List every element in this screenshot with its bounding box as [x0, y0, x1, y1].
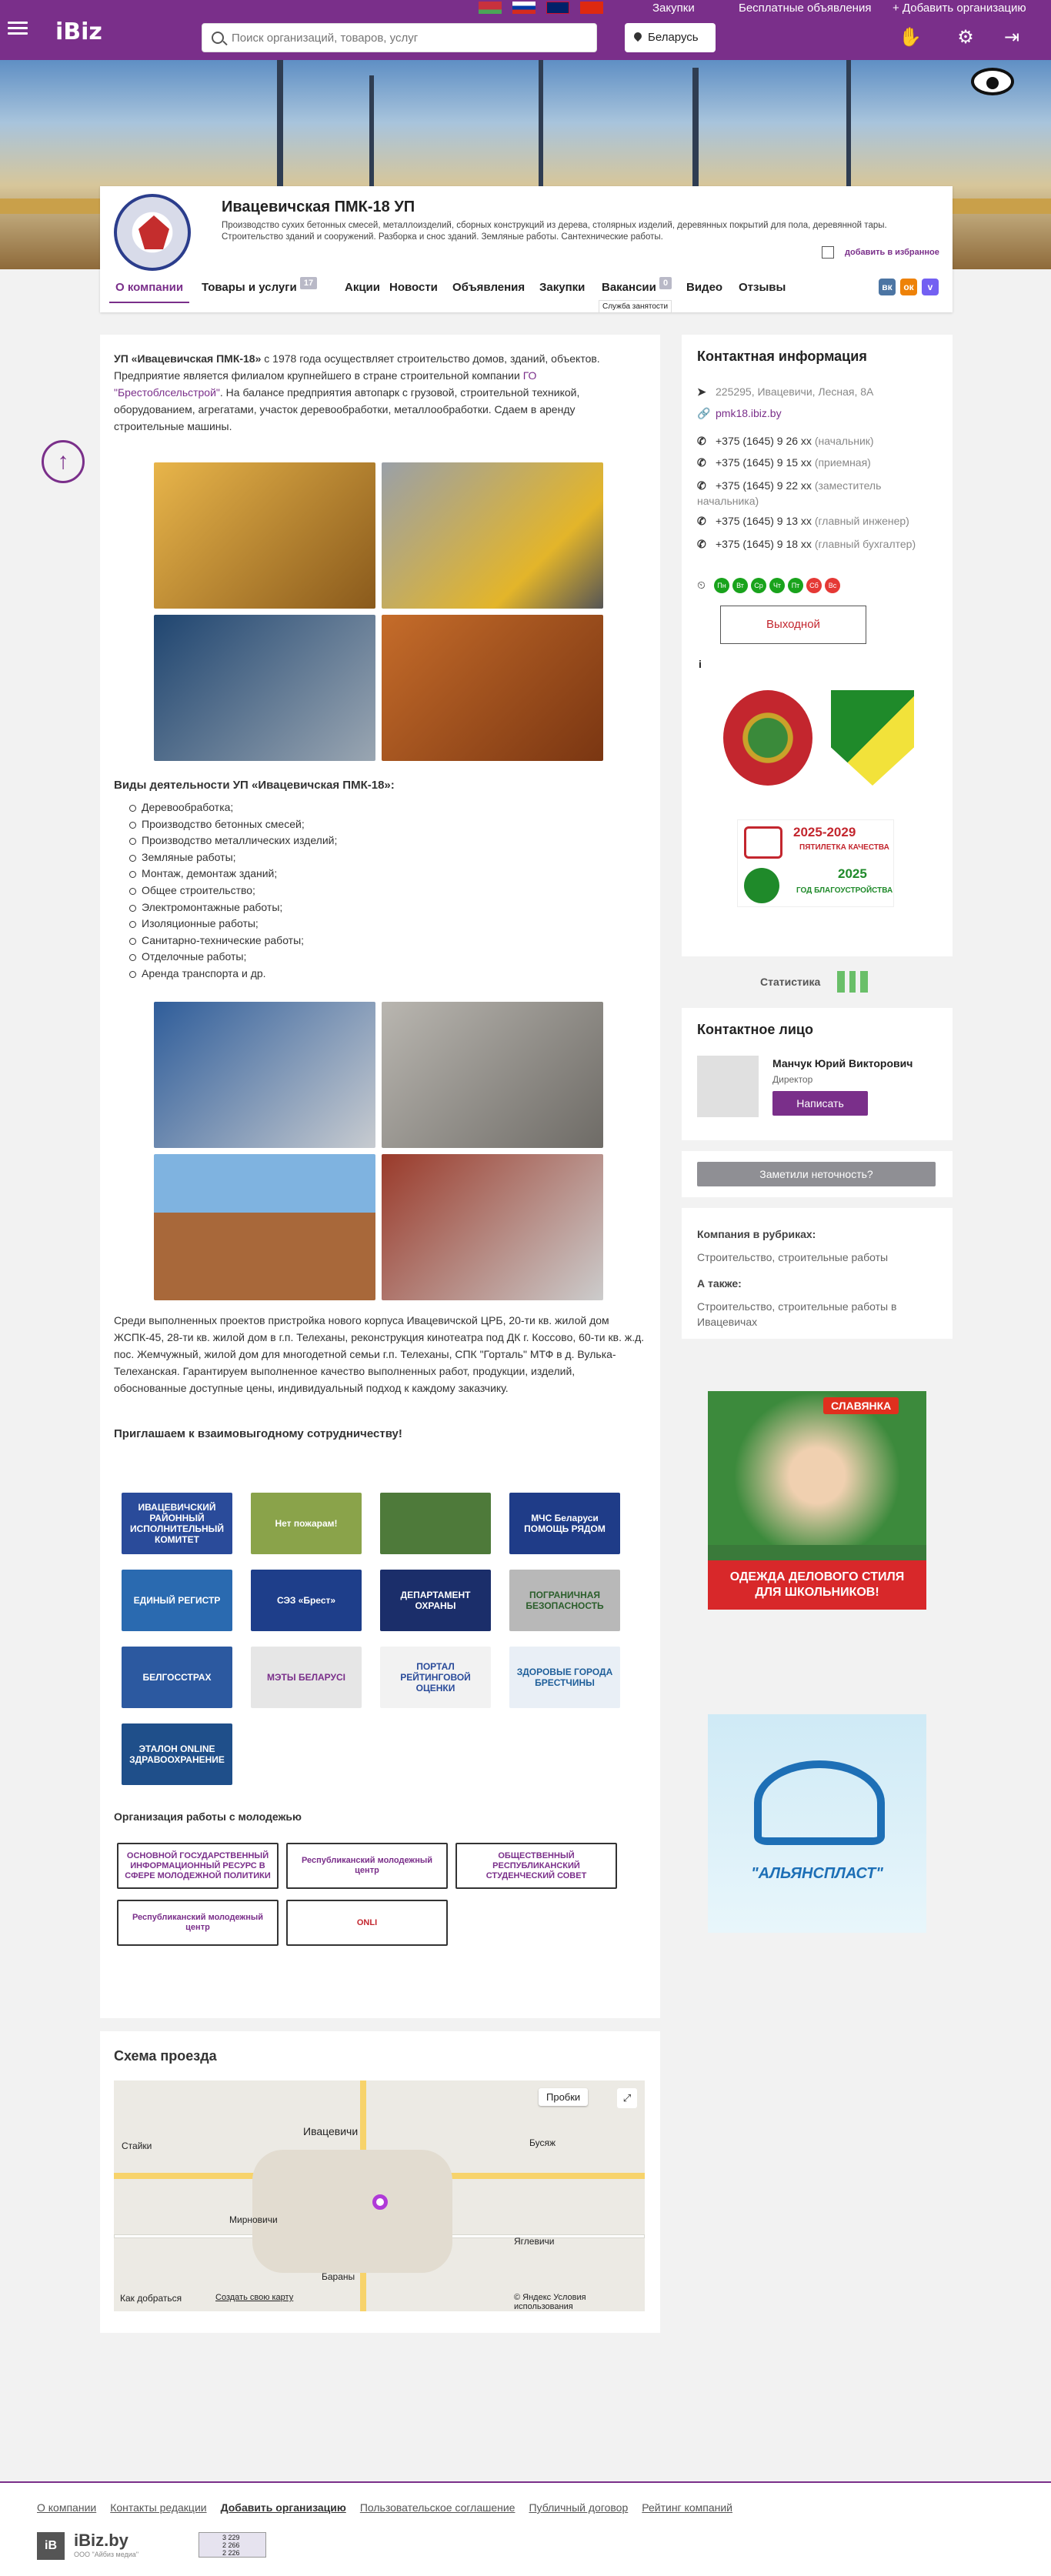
pin-icon — [632, 31, 643, 42]
info-icon: i — [699, 658, 702, 670]
checkbox-icon[interactable] — [822, 246, 834, 259]
photo-grid-2 — [154, 1002, 606, 1303]
report-error-button[interactable]: Заметили неточность? — [697, 1162, 936, 1186]
ad-slavyanka[interactable] — [708, 1391, 926, 1610]
also-title: А также: — [697, 1277, 742, 1290]
footer-brand: iBiz.by — [74, 2531, 128, 2550]
directions-section — [100, 2031, 660, 2333]
handshake-icon[interactable]: ✋ — [899, 27, 922, 48]
photo-plumbing — [154, 1002, 375, 1148]
person-name: Манчук Юрий Викторович — [772, 1057, 913, 1069]
add-org-link[interactable]: + Добавить организацию — [893, 2, 1026, 15]
partner-logo[interactable]: ЕДИНЫЙ РЕГИСТР — [122, 1570, 232, 1631]
belarus-emblem — [723, 690, 812, 786]
tab-about[interactable]: О компании — [109, 272, 189, 303]
day-badge: Сб — [806, 578, 822, 593]
phone-row[interactable]: ✆ +375 (1645) 9 22 хх (заместитель начальника) — [697, 479, 882, 507]
rubric-link[interactable]: Строительство, строительные работы в Ивацевичах — [697, 1300, 897, 1328]
youth-logo[interactable]: Республиканский молодежный центр — [286, 1843, 448, 1889]
error-card — [682, 1151, 953, 1197]
rubric-link[interactable]: Строительство, строительные работы — [697, 1251, 889, 1263]
partner-logo[interactable]: СЭЗ «Брест» — [251, 1570, 362, 1631]
ad-text: ОДЕЖДА ДЕЛОВОГО СТИЛЯ ДЛЯ ШКОЛЬНИКОВ! — [708, 1560, 926, 1610]
avatar — [697, 1056, 759, 1117]
purchases-link[interactable]: Закупки — [652, 2, 695, 15]
map-label: Ивацевичи — [303, 2125, 359, 2137]
list-item: Деревообработка; — [129, 799, 337, 816]
contact-title: Контактная информация — [697, 349, 867, 364]
map-town-area — [252, 2150, 452, 2273]
map-copyright: © Яндекс Условия использования — [514, 2293, 586, 2311]
link-icon: 🔗 — [697, 407, 711, 419]
list-item: Санитарно-технические работы; — [129, 933, 337, 949]
activities-list — [129, 799, 337, 983]
list-item: Производство металлических изделий; — [129, 833, 337, 849]
ad-brand: "АЛЬЯНСПЛАСТ" — [751, 1865, 883, 1882]
quality-badges: 2025-2029 ПЯТИЛЕТКА КАЧЕСТВА 2025 ГОД БЛАГОУСТРОЙСТВА — [737, 819, 894, 907]
list-item: Производство бетонных смесей; — [129, 816, 337, 833]
partner-logo[interactable]: ПОГРАНИЧНАЯ БЕЗОПАСНОСТЬ — [509, 1570, 620, 1631]
footer-link[interactable]: Контакты редакции — [110, 2501, 207, 2514]
partner-logo[interactable]: ИВАЦЕВИЧСКИЙ РАЙОННЫЙ ИСПОЛНИТЕЛЬНЫЙ КОМИТЕТ — [122, 1493, 232, 1554]
tab-vacancies[interactable]: Вакансии 0 — [602, 272, 672, 303]
region-select[interactable] — [625, 23, 716, 52]
rubrics-title: Компания в рубриках: — [697, 1228, 816, 1240]
phone-row[interactable]: ✆ +375 (1645) 9 15 хх (приемная) — [697, 456, 871, 469]
write-button[interactable]: Написать — [772, 1091, 868, 1116]
day-badge: Пт — [788, 578, 803, 593]
photo-grid-1 — [154, 462, 606, 764]
day-badge: Вс — [825, 578, 840, 593]
ads-link[interactable]: Бесплатные объявления — [739, 2, 872, 15]
work-days — [697, 578, 843, 593]
phone-row[interactable]: ✆ +375 (1645) 9 18 хх (главный бухгалтер) — [697, 538, 916, 550]
tab-products[interactable]: Товары и услуги 17 — [202, 272, 317, 303]
ad-photo — [708, 1391, 926, 1545]
activities-title: Виды деятельности УП «Ивацевичская ПМК-18»: — [114, 779, 395, 792]
map-label: Яглевичи — [514, 2236, 555, 2247]
visit-counter[interactable]: 3 229 2 266 2 226 — [199, 2532, 266, 2558]
youth-title: Организация работы с молодежью — [114, 1810, 302, 1823]
scroll-up-button[interactable]: ↑ — [42, 440, 85, 483]
youth-logo[interactable]: ОСНОВНОЙ ГОСУДАРСТВЕННЫЙ ИНФОРМАЦИОННЫЙ РЕСУРС В СФЕРЕ МОЛОДЕЖНОЙ ПОЛИТИКИ — [117, 1843, 279, 1889]
add-to-favorites[interactable] — [822, 246, 939, 259]
footer-link[interactable]: Пользовательское соглашение — [359, 2501, 515, 2514]
ad-alyansplast[interactable] — [708, 1714, 926, 1933]
search-icon — [212, 32, 224, 44]
tab-news[interactable]: Новости — [389, 281, 438, 294]
partner-logo[interactable] — [380, 1493, 491, 1554]
company-card — [100, 186, 953, 312]
contact-person-title: Контактное лицо — [697, 1022, 813, 1037]
rubrics-card — [682, 1208, 953, 1339]
day-off-tooltip: Выходной — [720, 606, 866, 644]
tab-ads[interactable]: Объявления — [452, 281, 526, 294]
company-title: Ивацевичская ПМК-18 УП — [222, 199, 415, 215]
partner-logo[interactable]: ЭТАЛОН ONLINE ЗДРАВООХРАНЕНИЕ — [122, 1723, 232, 1785]
phone-icon: ✆ — [697, 538, 706, 550]
youth-logo[interactable]: Республиканский молодежный центр — [117, 1900, 279, 1946]
flag-en-icon[interactable] — [546, 2, 569, 14]
partner-logo[interactable]: ПОРТАЛ РЕЙТИНГОВОЙ ОЦЕНКИ — [380, 1647, 491, 1708]
partner-logo[interactable]: ЗДОРОВЫЕ ГОРОДА БРЕСТЧИНЫ — [509, 1647, 620, 1708]
map-marker-icon[interactable] — [372, 2194, 388, 2210]
login-icon[interactable]: ⇥ — [1003, 27, 1020, 48]
flag-ru-icon[interactable] — [512, 2, 536, 14]
footer-link[interactable]: О компании — [37, 2501, 97, 2514]
address: ➤ 225295, Ивацевичи, Лесная, 8А — [697, 385, 874, 398]
footer-link[interactable]: Рейтинг компаний — [642, 2501, 732, 2514]
website-link[interactable]: 🔗 pmk18.ibiz.by — [697, 407, 782, 419]
youth-logo[interactable]: ONLI — [286, 1900, 448, 1946]
accessibility-eye-icon[interactable] — [971, 68, 1014, 95]
list-item: Аренда транспорта и др. — [129, 966, 337, 983]
flag-by-icon[interactable] — [479, 2, 502, 14]
favorite-label: добавить в избранное — [845, 247, 939, 257]
traffic-button[interactable]: Пробки — [539, 2088, 588, 2106]
list-item: Монтаж, демонтаж зданий; — [129, 866, 337, 883]
statistics-chart-icon[interactable] — [837, 971, 868, 993]
district-coat-of-arms — [831, 690, 914, 786]
leaf-icon — [744, 868, 779, 903]
footer-link[interactable]: Публичный договор — [529, 2501, 629, 2514]
menu-icon[interactable] — [8, 22, 28, 35]
quality-icon — [744, 826, 782, 859]
list-item: Отделочные работы; — [129, 949, 337, 966]
top-bar — [0, 0, 1051, 60]
partner-logo[interactable]: БЕЛГОССТРАХ — [122, 1647, 232, 1708]
tab-video[interactable]: Видео — [686, 281, 723, 294]
vk-icon[interactable]: вк — [879, 279, 896, 295]
phone-row[interactable]: ✆ +375 (1645) 9 26 хх (начальник) — [697, 435, 874, 447]
flag-cn-icon[interactable] — [580, 2, 603, 14]
map-label: Бусяж — [529, 2137, 556, 2148]
viber-icon[interactable]: v — [922, 279, 939, 295]
footer-company: ООО "Айбиз медиа" — [74, 2551, 139, 2558]
photo-wood-planks — [382, 615, 603, 761]
footer — [0, 2481, 1051, 2576]
vacancies-count-badge: 0 — [659, 277, 672, 289]
list-item: Электромонтажные работы; — [129, 899, 337, 916]
list-item: Изоляционные работы; — [129, 916, 337, 933]
footer-logo-icon: iB — [37, 2532, 65, 2560]
statistics-link[interactable]: Статистика — [760, 976, 821, 988]
invite-text: Приглашаем к взаимовыгодному сотрудничеству! — [114, 1427, 402, 1440]
footer-links — [37, 2501, 746, 2514]
list-item: Общее строительство; — [129, 883, 337, 899]
fullscreen-icon[interactable]: ⤢ — [617, 2088, 637, 2108]
photo-cables — [382, 1154, 603, 1300]
about-content — [100, 335, 660, 2018]
footer-link[interactable]: Добавить организацию — [220, 2501, 346, 2514]
network-icon[interactable]: ⚙ — [957, 27, 974, 48]
phone-icon: ✆ — [697, 479, 706, 492]
tab-promotions[interactable]: Акции — [345, 281, 381, 294]
map-label: Бараны — [322, 2271, 355, 2282]
youth-logo[interactable]: ОБЩЕСТВЕННЫЙ РЕСПУБЛИКАНСКИЙ СТУДЕНЧЕСКИЙ СОВЕТ — [455, 1843, 617, 1889]
yandex-map[interactable] — [114, 2080, 645, 2311]
ad-logo-shape — [754, 1760, 885, 1845]
photo-wood-frame — [154, 462, 375, 609]
partner-logo[interactable]: МЧС Беларуси ПОМОЩЬ РЯДОМ — [509, 1493, 620, 1554]
site-logo[interactable]: iBiz — [55, 18, 102, 45]
create-map-link[interactable]: Создать свою карту — [215, 2293, 294, 2302]
map-label: Мирновичи — [229, 2214, 278, 2225]
map-title: Схема проезда — [114, 2048, 217, 2064]
company-logo — [114, 194, 191, 271]
products-count-badge: 17 — [300, 277, 317, 289]
photo-earthworks — [154, 1154, 375, 1300]
search-input[interactable] — [232, 28, 586, 47]
phone-row[interactable]: ✆ +375 (1645) 9 13 хх (главный инженер) — [697, 515, 909, 527]
contact-card — [682, 335, 953, 956]
map-label: Стайки — [122, 2141, 152, 2151]
search-box — [202, 23, 597, 52]
tab-purchases[interactable]: Закупки — [539, 281, 586, 294]
parent-company-link[interactable]: ГО "Брестоблсельстрой" — [114, 369, 537, 399]
intro-text: УП «Ивацевичская ПМК-18» с 1978 года осуществляет строительство домов, зданий, объектов. Предприятие является филиалом крупнейшего в стране строительной компании ГО "Брестоблсельстрой". На балансе предприятия автопарк с грузовой, строительной техникой, оборудованием, агрегатами, участок деревообработки, металлообработки. Сдаем в аренду строительные машины. — [114, 352, 600, 432]
phone-icon: ✆ — [697, 515, 706, 527]
phone-icon: ✆ — [697, 435, 706, 447]
tooltip: Служба занятости — [599, 300, 672, 313]
day-badge: Пн — [714, 578, 729, 593]
photo-metal-profiles — [154, 615, 375, 761]
route-link[interactable]: Как добраться — [120, 2293, 182, 2304]
tab-reviews[interactable]: Отзывы — [739, 281, 786, 294]
day-badge: Чт — [769, 578, 785, 593]
location-arrow-icon: ➤ — [697, 385, 706, 398]
list-item: Земляные работы; — [129, 849, 337, 866]
partner-logo[interactable]: ДЕПАРТАМЕНТ ОХРАНЫ — [380, 1570, 491, 1631]
day-badge: Ср — [751, 578, 766, 593]
day-badge: Вт — [732, 578, 748, 593]
phone-icon: ✆ — [697, 456, 706, 469]
contact-person-card — [682, 1008, 953, 1140]
company-description: Производство сухих бетонных смесей, металлоизделий, сборных конструкций из дерева, столярных изделий, деревянных покрытий для пола, деревянной тары. Строительство зданий и сооружений. Разборка и снос зданий. Земляные работы. Сантехнические работы. — [222, 221, 887, 242]
region-label: Беларусь — [648, 31, 699, 44]
person-role: Директор — [772, 1074, 813, 1085]
partner-logo[interactable]: МЭТЫ БЕЛАРУСІ — [251, 1647, 362, 1708]
ok-icon[interactable]: ок — [900, 279, 917, 295]
photo-excavator — [382, 462, 603, 609]
projects-text: Среди выполненных проектов пристройка нового корпуса Ивацевичской ЦРБ, 20-ти кв. жилой дом ЖСПК-45, 28-ти кв. жилой дом в г.п. Телеханы, реконструкция кинотеатра под ДК г. Коссово, 60-ти кв. ж.д. пос. Жемчужный, жилой дом для многодетной семьи г.п. Телеханы, СПК "Горталь" МТФ в д. Вулька-Телеханская. Гарантируем выполненное качество выполненных работ, продукции, изделий, обоснованные доступные цены, индивидуальный подход к каждому заказчику. — [114, 1314, 645, 1394]
photo-cement — [382, 1002, 603, 1148]
ad-brand: СЛАВЯНКА — [823, 1397, 899, 1414]
partner-logo[interactable]: Нет пожарам! — [251, 1493, 362, 1554]
clock-icon: ⏲ — [697, 578, 706, 591]
language-flags — [479, 2, 614, 14]
